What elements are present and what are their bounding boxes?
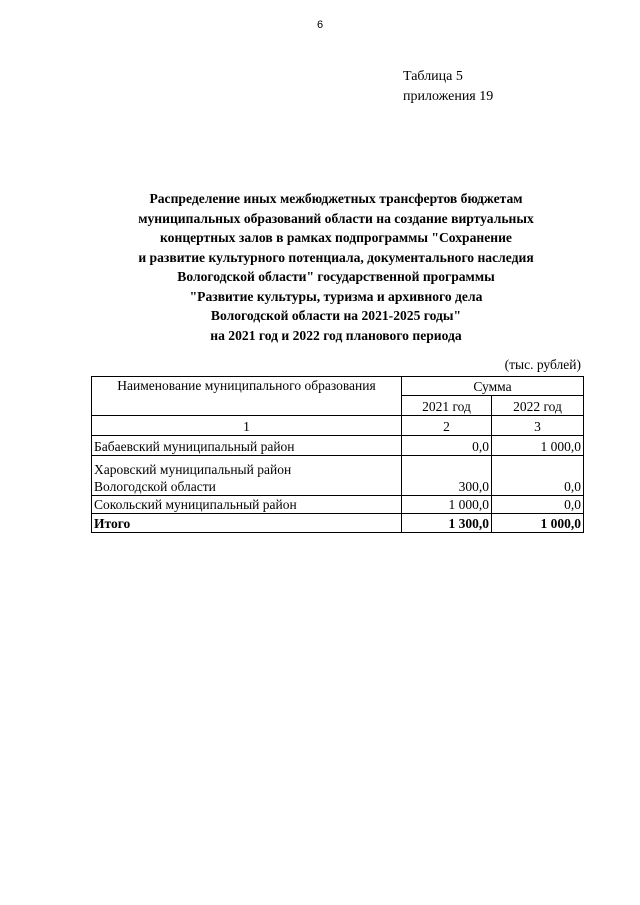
- row-name: [92, 436, 402, 456]
- table-ref-line: Таблица 5: [403, 69, 463, 84]
- row-name-line: Сокольский муниципальный район: [94, 497, 297, 512]
- row-name-line: Бабаевский муниципальный район: [94, 439, 295, 454]
- row-name: [92, 456, 402, 496]
- heading-line: Распределение иных межбюджетных трансфертов бюджетам: [149, 191, 523, 206]
- table-row: [92, 496, 584, 514]
- unit-label: (тыс. рублей): [504, 357, 581, 372]
- column-number: 3: [492, 416, 584, 436]
- table-row: [92, 456, 584, 496]
- row-name-line: Харовский муниципальный район: [94, 462, 292, 477]
- row-value-2022: 0,0: [492, 456, 584, 496]
- row-name-line: Вологодской области: [94, 479, 216, 494]
- row-value-2021: 300,0: [402, 456, 492, 496]
- heading-line: Вологодской области на 2021-2025 годы": [210, 308, 462, 323]
- heading-line: и развитие культурного потенциала, документального наследия: [138, 249, 534, 265]
- heading-line: концертных залов в рамках подпрограммы "Сохранение: [160, 230, 512, 245]
- table-ref-line: приложения 19: [403, 89, 494, 104]
- table-row: [92, 436, 584, 456]
- distribution-table: [91, 376, 584, 533]
- header-year-2022: 2022 год: [492, 396, 584, 416]
- header-year-2021: 2021 год: [402, 396, 492, 416]
- total-label: Итого: [92, 514, 402, 533]
- header-row: [92, 377, 584, 396]
- header-sum: Сумма: [402, 377, 584, 396]
- heading-line: муниципальных образований области на создание виртуальных: [138, 210, 534, 226]
- total-value-2021: 1 300,0: [402, 514, 492, 533]
- row-value-2021: 1 000,0: [402, 496, 492, 514]
- document-heading: [60, 189, 612, 345]
- total-value-2022: 1 000,0: [492, 514, 584, 533]
- heading-line: Вологодской области" государственной программы: [177, 269, 495, 284]
- column-number: 1: [92, 416, 402, 436]
- total-row: [92, 514, 584, 533]
- row-value-2021: 0,0: [402, 436, 492, 456]
- column-numbers-row: [92, 416, 584, 436]
- row-value-2022: 1 000,0: [492, 436, 584, 456]
- column-number: 2: [402, 416, 492, 436]
- header-name: Наименование муниципального образования: [92, 377, 402, 416]
- heading-line: "Развитие культуры, туризма и архивного дела: [189, 288, 483, 304]
- heading-line: на 2021 год и 2022 год планового периода: [210, 327, 462, 343]
- page-number: 6: [316, 19, 324, 31]
- table-reference: [403, 67, 493, 107]
- row-value-2022: 0,0: [492, 496, 584, 514]
- row-name: [92, 496, 402, 514]
